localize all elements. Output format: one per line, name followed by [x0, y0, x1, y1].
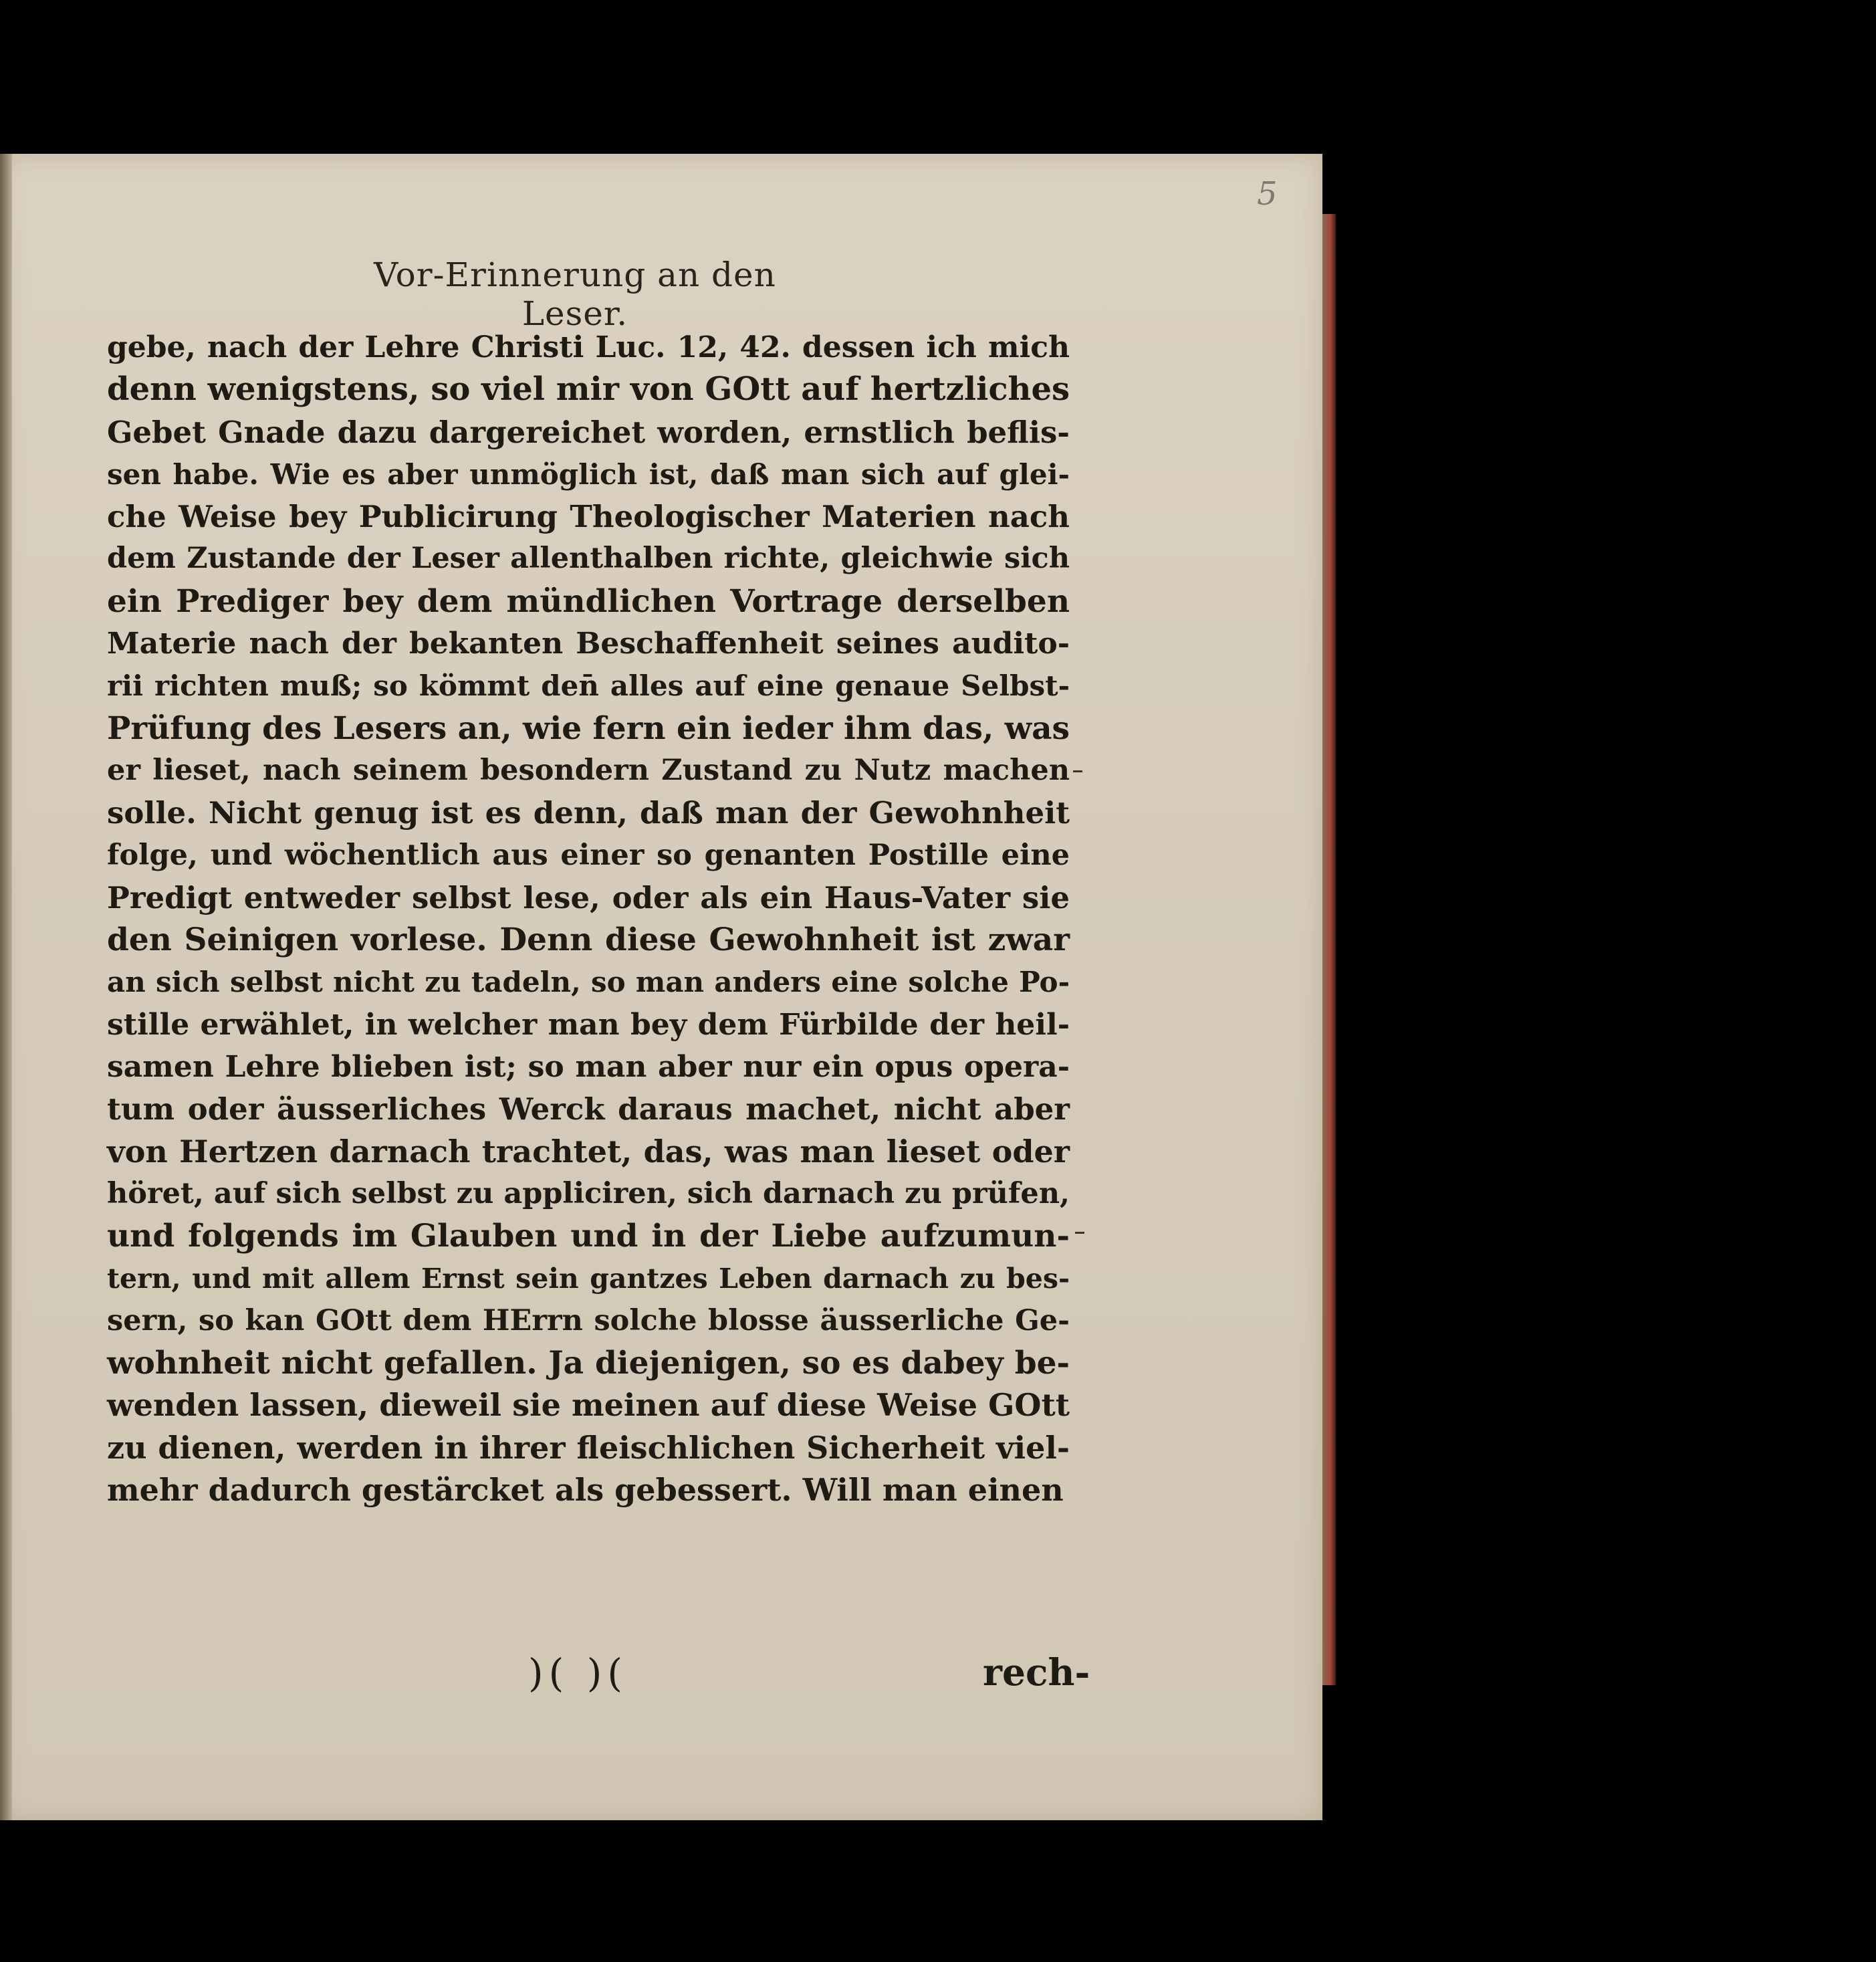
text-line: den Seinigen vorlese. Denn diese Gewohnheit ist zwar [107, 921, 1070, 959]
catchword: rech- [983, 1650, 1090, 1694]
text-line: höret, auf sich selbst zu appliciren, sich darnach zu prüfen, [107, 1176, 1070, 1210]
page-binding-gutter [0, 154, 12, 1820]
body-text [107, 326, 1070, 1511]
text-line: rii richten muß; so kömmt den̄ alles auf eine genaue Selbst- [107, 669, 1070, 703]
text-line: wenden lassen, dieweil sie meinen auf diese Weise GOtt [107, 1387, 1070, 1424]
running-head: Vor-Erinnerung an den Leser. [374, 255, 776, 333]
text-line: dem Zustande der Leser allenthalben richte, gleichwie sich [107, 542, 1070, 576]
text-line: von Hertzen darnach trachtet, das, was man lieset oder [107, 1133, 1070, 1170]
text-line: samen Lehre blieben ist; so man aber nur ein opus opera- [107, 1050, 1070, 1085]
text-line: tum oder äusserliches Werck daraus machet, nicht aber [107, 1091, 1070, 1127]
text-line: Predigt entweder selbst lese, oder als ein Haus-Vater sie [107, 879, 1070, 915]
text-line: denn wenigstens, so viel mir von GOtt auf hertzliches [107, 370, 1070, 409]
text-line: er lieset, nach seinem besondern Zustand zu Nutz machen [107, 753, 1070, 787]
text-line: solle. Nicht genug ist es denn, daß man der Gewohnheit [107, 795, 1070, 831]
book-edge [1322, 214, 1336, 1685]
text-line: mehr dadurch gestärcket als gebessert. Will man einen [107, 1472, 1064, 1509]
text-line: tern, und mit allem Ernst sein gantzes Leben darnach zu bes- [107, 1262, 1070, 1295]
text-line: che Weise bey Publicirung Theologischer Materien nach [107, 499, 1070, 535]
text-line: an sich selbst nicht zu tadeln, so man anders eine solche Po- [107, 966, 1070, 999]
text-line: gebe, nach der Lehre Christi Luc. 12, 42. dessen ich mich [107, 330, 1070, 364]
text-line: stille erwählet, in welcher man bey dem Fürbilde der heil- [107, 1007, 1070, 1042]
text-line: sen habe. Wie es aber unmöglich ist, daß man sich auf glei- [107, 457, 1070, 491]
text-line: Prüfung des Lesers an, wie fern ein ieder ihm das, was [107, 710, 1070, 747]
margin-mark [1073, 770, 1082, 772]
text-line: Gebet Gnade dazu dargereichet worden, ernstlich beflis- [107, 414, 1070, 450]
text-line: folge, und wöchentlich aus einer so genanten Postille eine [107, 838, 1070, 872]
signature-mark: )( )( [528, 1650, 628, 1696]
text-line: und folgends im Glauben und in der Liebe aufzumun- [107, 1218, 1070, 1255]
text-line: wohnheit nicht gefallen. Ja diejenigen, so es dabey be- [107, 1345, 1070, 1382]
margin-mark [1075, 1232, 1084, 1234]
text-line: Materie nach der bekanten Beschaffenheit seines audito- [107, 627, 1070, 661]
text-line: sern, so kan GOtt dem HErrn solche blosse äusserliche Ge- [107, 1303, 1070, 1337]
text-line: ein Prediger bey dem mündlichen Vortrage derselben [107, 582, 1070, 620]
folio-number: 5 [1257, 175, 1278, 213]
text-line: zu dienen, werden in ihrer fleischlichen Sicherheit viel- [107, 1429, 1070, 1466]
